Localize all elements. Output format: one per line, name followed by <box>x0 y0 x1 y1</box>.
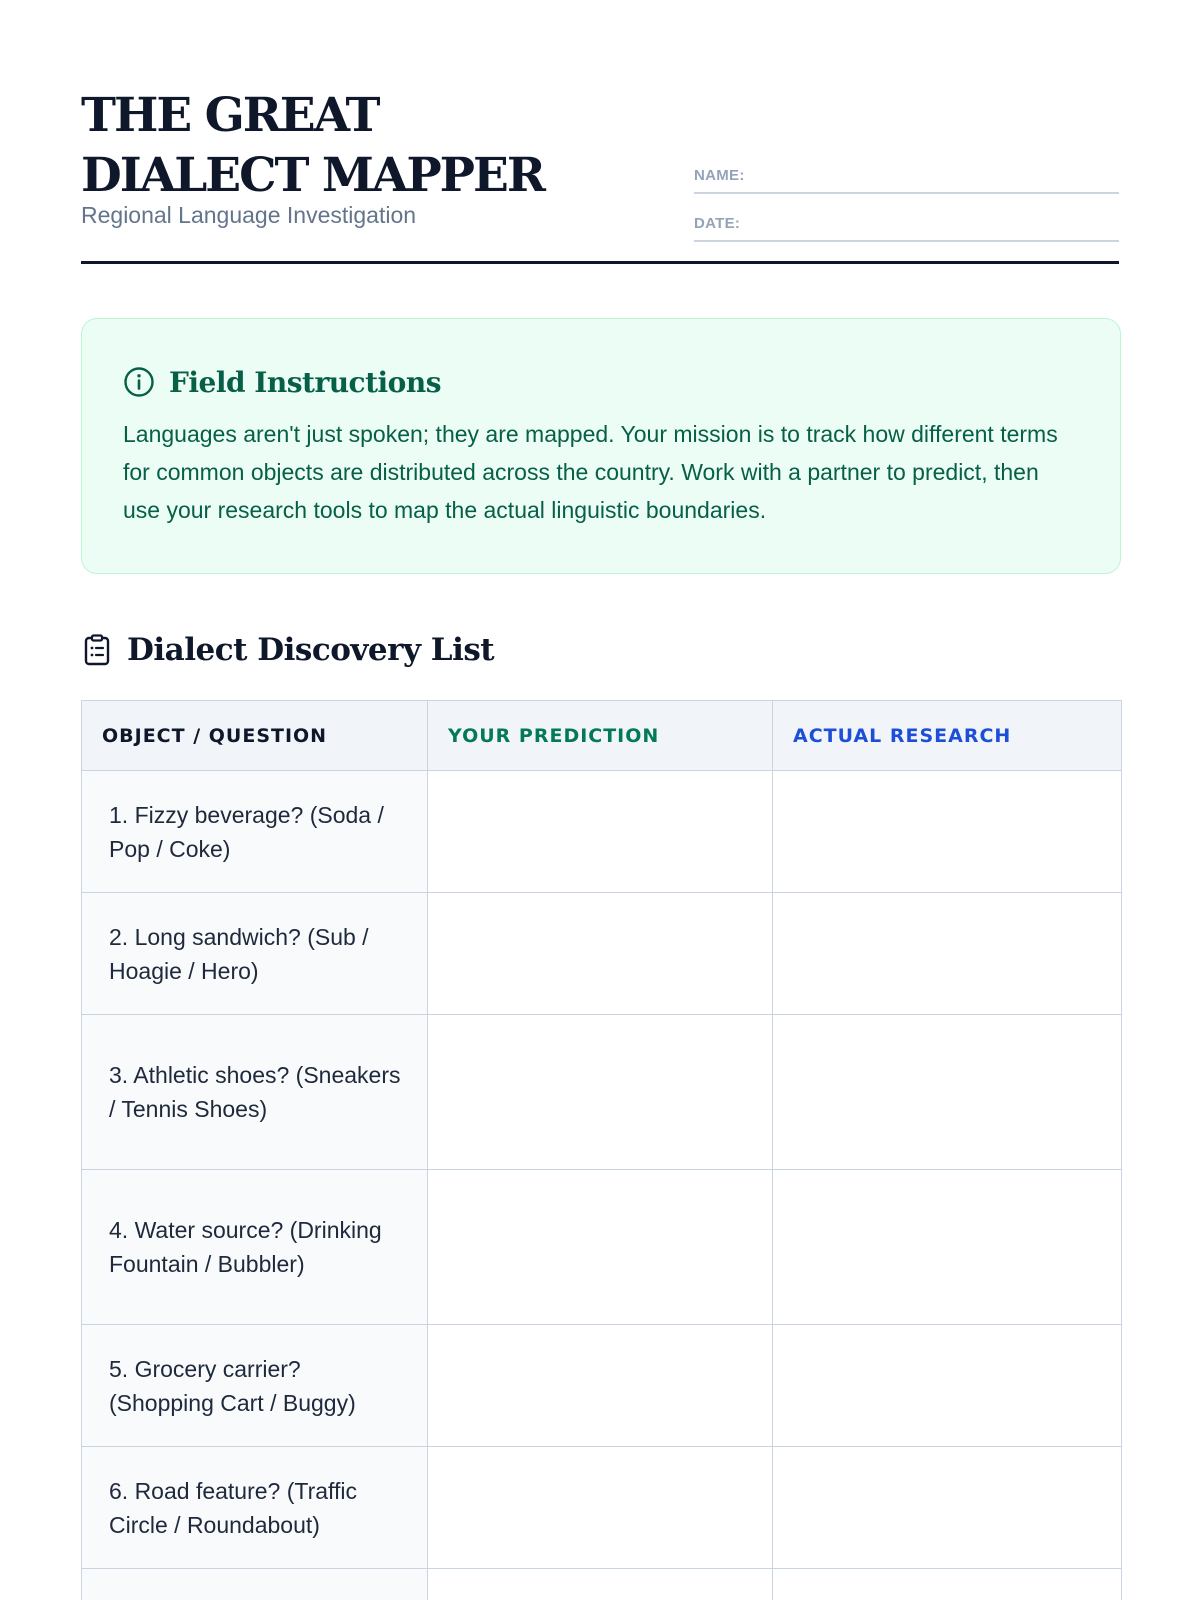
research-cell[interactable] <box>773 1170 1122 1325</box>
question-cell: 4. Water source? (Drinking Fountain / Bubbler) <box>82 1170 428 1325</box>
page-title: THE GREAT DIALECT MAPPER <box>81 88 544 203</box>
instructions-title: Field Instructions <box>169 365 441 399</box>
name-field[interactable] <box>694 148 1119 194</box>
table-row <box>82 1569 1122 1600</box>
column-header-research: ACTUAL RESEARCH <box>773 701 1122 771</box>
section-heading <box>81 628 494 672</box>
column-header-prediction: YOUR PREDICTION <box>428 701 773 771</box>
dialect-table-wrapper <box>81 700 1121 1600</box>
date-field[interactable] <box>694 196 1119 242</box>
question-cell: 5. Grocery carrier? (Shopping Cart / Buggy) <box>82 1325 428 1447</box>
prediction-cell[interactable] <box>428 771 773 893</box>
dialect-table <box>81 700 1122 1600</box>
worksheet-header <box>81 80 1119 264</box>
research-cell[interactable] <box>773 1569 1122 1600</box>
instructions-box <box>81 318 1121 574</box>
student-info <box>694 148 1119 244</box>
research-cell[interactable] <box>773 1015 1122 1170</box>
prediction-cell[interactable] <box>428 1325 773 1447</box>
research-cell[interactable] <box>773 771 1122 893</box>
instructions-heading <box>123 363 1080 401</box>
table-row <box>82 771 1122 893</box>
prediction-cell[interactable] <box>428 1015 773 1170</box>
info-circle-icon <box>123 366 155 398</box>
column-header-question: OBJECT / QUESTION <box>82 701 428 771</box>
clipboard-list-icon <box>81 633 113 667</box>
table-row <box>82 1447 1122 1569</box>
question-cell <box>82 1569 428 1600</box>
question-cell: 2. Long sandwich? (Sub / Hoagie / Hero) <box>82 893 428 1015</box>
instructions-text: Languages aren't just spoken; they are mapped. Your mission is to track how different terms for common objects are distributed across the country. Work with a partner to predict, then use your research tools to map the actual linguistic boundaries. <box>123 421 1058 523</box>
prediction-cell[interactable] <box>428 1447 773 1569</box>
page-subtitle: Regional Language Investigation <box>81 202 417 228</box>
research-cell[interactable] <box>773 893 1122 1015</box>
question-cell: 3. Athletic shoes? (Sneakers / Tennis Shoes) <box>82 1015 428 1170</box>
prediction-cell[interactable] <box>428 1170 773 1325</box>
research-cell[interactable] <box>773 1325 1122 1447</box>
question-cell: 1. Fizzy beverage? (Soda / Pop / Coke) <box>82 771 428 893</box>
section-title: Dialect Discovery List <box>127 632 495 668</box>
table-header-row <box>82 701 1122 771</box>
research-cell[interactable] <box>773 1447 1122 1569</box>
table-row <box>82 1325 1122 1447</box>
name-label: NAME: <box>694 167 745 184</box>
prediction-cell[interactable] <box>428 1569 773 1600</box>
table-row <box>82 893 1122 1015</box>
table-row <box>82 1170 1122 1325</box>
prediction-cell[interactable] <box>428 893 773 1015</box>
table-row <box>82 1015 1122 1170</box>
question-cell: 6. Road feature? (Traffic Circle / Roundabout) <box>82 1447 428 1569</box>
date-label: DATE: <box>694 215 741 232</box>
